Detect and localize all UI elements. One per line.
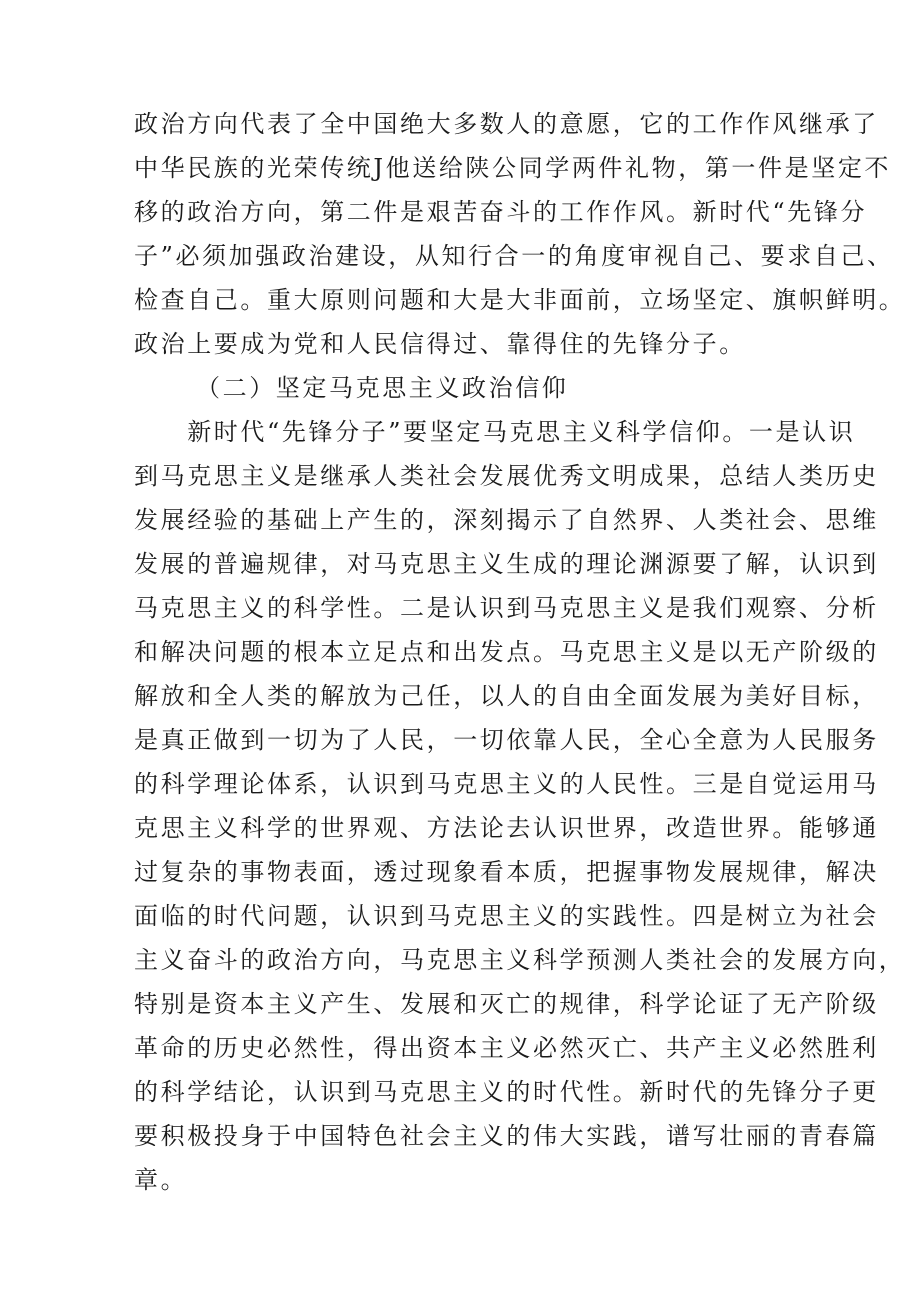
text-line: 解放和全人类的解放为己任，以人的自由全面发展为美好目标， — [134, 682, 879, 710]
text-line: 主义奋斗的政治方向，马克思主义科学预测人类社会的发展方向， — [134, 946, 906, 974]
text-line: 到马克思主义是继承人类社会发展优秀文明成果，总结人类历史 — [134, 462, 879, 490]
text-line: 的科学结论，认识到马克思主义的时代性。新时代的先锋分子更 — [134, 1078, 879, 1106]
text-line: 克思主义科学的世界观、方法论去认识世界，改造世界。能够通 — [134, 814, 879, 842]
text-line: 子”必须加强政治建设，从知行合一的角度审视自己、要求自己、 — [134, 242, 894, 270]
text-line: 发展的普遍规律，对马克思主义生成的理论渊源要了解，认识到 — [134, 550, 879, 578]
text-line: 中华民族的光荣传统J他送给陕公同学两件礼物，第一件是坚定不 — [134, 154, 892, 182]
text-line: 过复杂的事物表面，透过现象看本质，把握事物发展规律，解决 — [134, 858, 879, 886]
text-line: 移的政治方向，第二件是艰苦奋斗的工作作风。新时代“先锋分 — [134, 198, 868, 226]
text-line: 章。 — [134, 1166, 188, 1194]
paragraph-political-direction — [134, 102, 906, 366]
text-line: 革命的历史必然性，得出资本主义必然灭亡、共产主义必然胜利 — [134, 1034, 879, 1062]
section-heading — [134, 366, 806, 410]
text-line: 是真正做到一切为了人民，一切依靠人民，全心全意为人民服务 — [134, 726, 879, 754]
text-line: 特别是资本主义产生、发展和灭亡的规律，科学论证了无产阶级 — [134, 990, 879, 1018]
text-line: 马克思主义的科学性。二是认识到马克思主义是我们观察、分析 — [134, 594, 879, 622]
document-page — [134, 102, 906, 1202]
text-line: 政治上要成为党和人民信得过、靠得住的先锋分子。 — [134, 330, 746, 358]
text-line: 和解决问题的根本立足点和出发点。马克思主义是以无产阶级的 — [134, 638, 879, 666]
paragraph-marxism-belief — [134, 410, 906, 1202]
text-line: 发展经验的基础上产生的，深刻揭示了自然界、人类社会、思维 — [134, 506, 879, 534]
text-line: 检查自己。重大原则问题和大是大非面前，立场坚定、旗帜鲜明。 — [134, 286, 906, 314]
text-line: 新时代“先锋分子”要坚定马克思主义科学信仰。一是认识 — [134, 418, 856, 446]
text-line: 面临的时代问题，认识到马克思主义的实践性。四是树立为社会 — [134, 902, 879, 930]
text-line: 要积极投身于中国特色社会主义的伟大实践，谱写壮丽的青春篇 — [134, 1122, 879, 1150]
section-heading-text: （二）坚定马克思主义政治信仰 — [196, 374, 569, 402]
text-line: 政治方向代表了全中国绝大多数人的意愿，它的工作作风继承了 — [134, 110, 879, 138]
text-line: 的科学理论体系，认识到马克思主义的人民性。三是自觉运用马 — [134, 770, 879, 798]
